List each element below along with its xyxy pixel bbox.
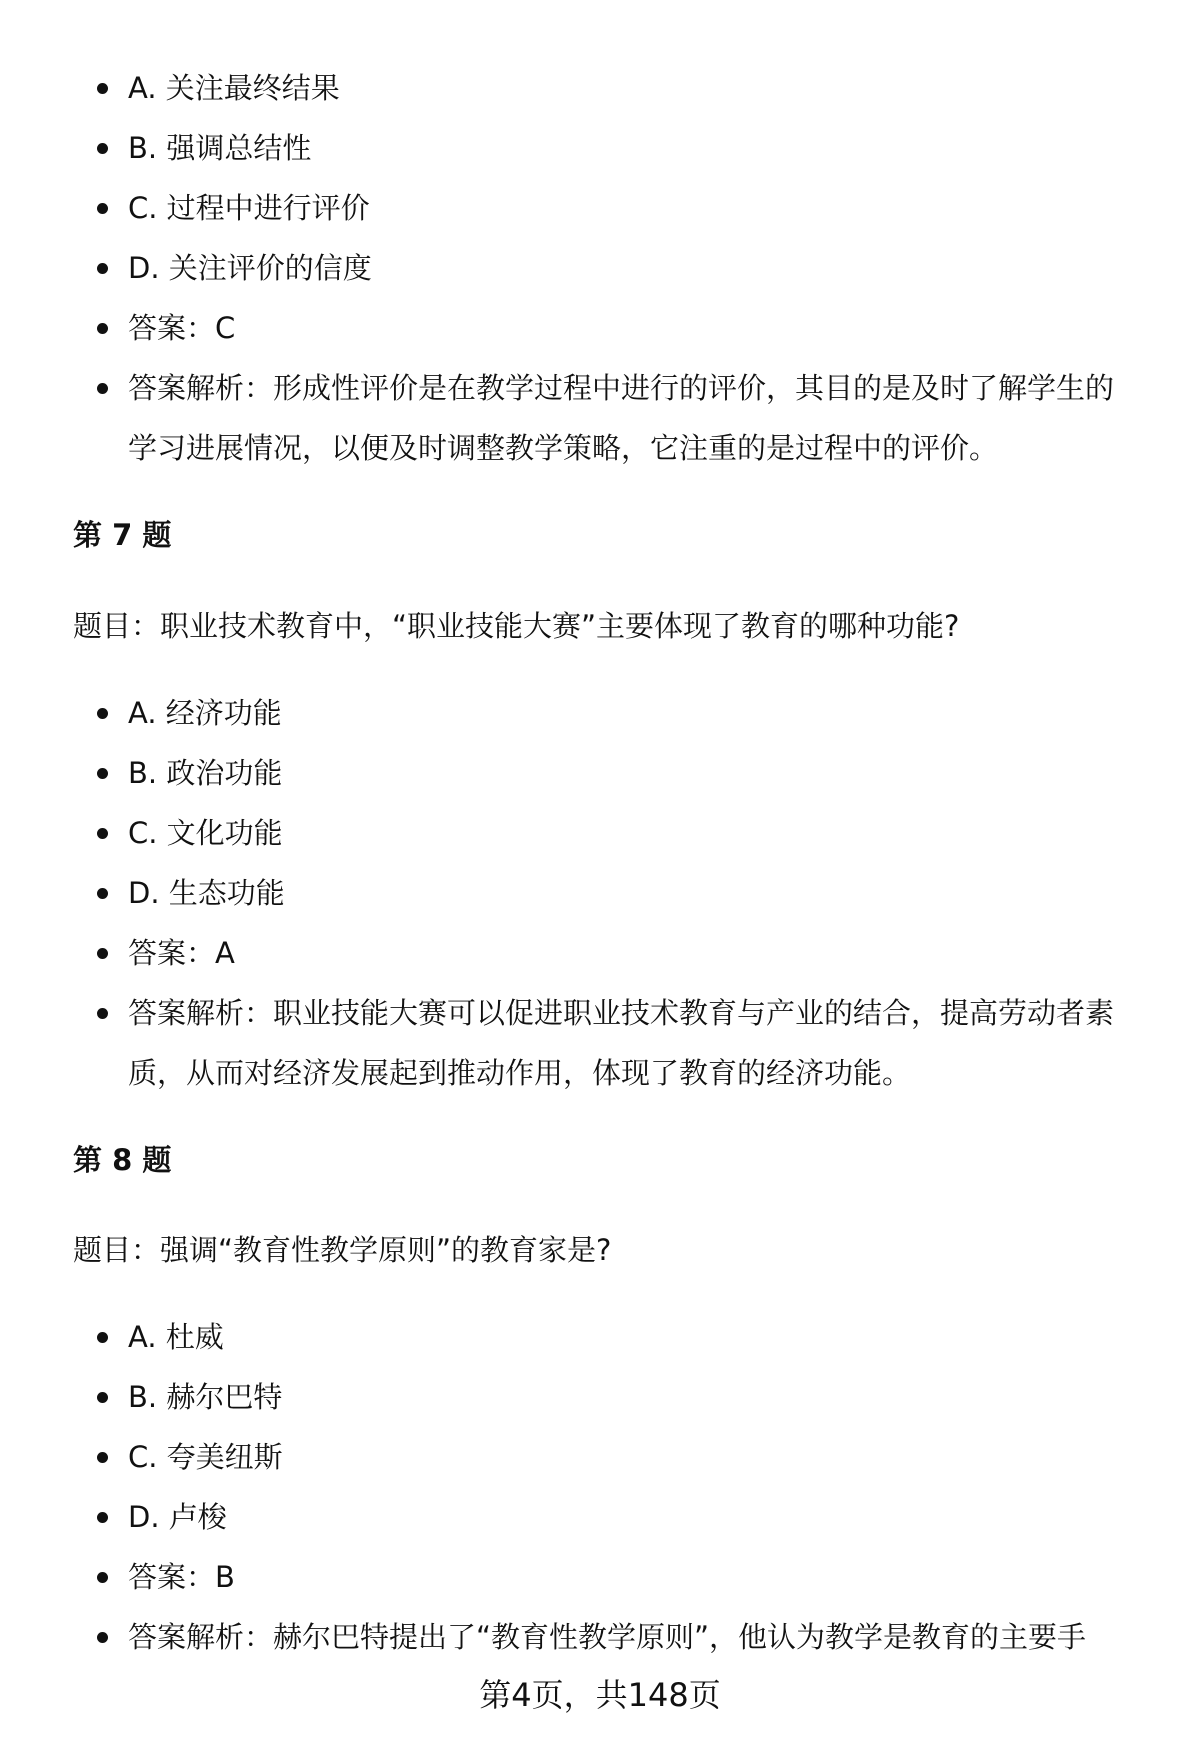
option-list-q8 bbox=[0, 1307, 1200, 1667]
list-item bbox=[0, 358, 1200, 478]
option-text: A. 经济功能 bbox=[128, 696, 282, 730]
bullet-icon bbox=[97, 1332, 108, 1343]
answer-text: 答案：C bbox=[128, 311, 236, 345]
list-item bbox=[0, 1427, 1200, 1487]
option-text: C. 过程中进行评价 bbox=[128, 191, 370, 225]
list-item bbox=[0, 1547, 1200, 1607]
question-heading-7: 第 7 题 bbox=[73, 518, 172, 552]
option-text: C. 夸美纽斯 bbox=[128, 1440, 283, 1474]
bullet-icon bbox=[97, 83, 108, 94]
bullet-icon bbox=[97, 203, 108, 214]
option-text: B. 强调总结性 bbox=[128, 131, 312, 165]
option-text: B. 赫尔巴特 bbox=[128, 1380, 283, 1414]
bullet-icon bbox=[97, 708, 108, 719]
bullet-icon bbox=[97, 1632, 108, 1643]
list-item bbox=[0, 1367, 1200, 1427]
bullet-icon bbox=[97, 828, 108, 839]
list-item bbox=[0, 58, 1200, 118]
list-item bbox=[0, 863, 1200, 923]
option-text: C. 文化功能 bbox=[128, 816, 283, 850]
bullet-icon bbox=[97, 768, 108, 779]
list-item bbox=[0, 923, 1200, 983]
page-number-footer: 第4页，共148页 bbox=[479, 1676, 721, 1714]
bullet-icon bbox=[97, 1452, 108, 1463]
bullet-icon bbox=[97, 1572, 108, 1583]
list-item bbox=[0, 238, 1200, 298]
bullet-icon bbox=[97, 143, 108, 154]
bullet-icon bbox=[97, 888, 108, 899]
list-item bbox=[0, 1487, 1200, 1547]
list-item bbox=[0, 983, 1200, 1103]
option-text: B. 政治功能 bbox=[128, 756, 283, 790]
option-text: D. 生态功能 bbox=[128, 876, 285, 910]
option-text: A. 杜威 bbox=[128, 1320, 224, 1354]
list-item bbox=[0, 683, 1200, 743]
list-item bbox=[0, 1607, 1200, 1667]
bullet-icon bbox=[97, 1008, 108, 1019]
answer-text: 答案：B bbox=[128, 1560, 235, 1594]
list-item bbox=[0, 298, 1200, 358]
question-text-8: 题目：强调“教育性教学原则”的教育家是? bbox=[73, 1233, 612, 1267]
question-heading-8: 第 8 题 bbox=[73, 1143, 172, 1177]
bullet-icon bbox=[97, 1392, 108, 1403]
bullet-icon bbox=[97, 263, 108, 274]
option-text: D. 关注评价的信度 bbox=[128, 251, 372, 285]
explanation-text: 答案解析：形成性评价是在教学过程中进行的评价，其目的是及时了解学生的学习进展情况，以便及时调整教学策略，它注重的是过程中的评价。 bbox=[128, 371, 1115, 465]
list-item bbox=[0, 803, 1200, 863]
list-item bbox=[0, 743, 1200, 803]
option-text: D. 卢梭 bbox=[128, 1500, 227, 1534]
bullet-icon bbox=[97, 948, 108, 959]
list-item bbox=[0, 1307, 1200, 1367]
option-list-q7 bbox=[0, 683, 1200, 1103]
explanation-text: 答案解析：赫尔巴特提出了“教育性教学原则”，他认为教学是教育的主要手 bbox=[128, 1620, 1087, 1654]
answer-text: 答案：A bbox=[128, 936, 235, 970]
list-item bbox=[0, 178, 1200, 238]
list-item bbox=[0, 118, 1200, 178]
bullet-icon bbox=[97, 1512, 108, 1523]
bullet-icon bbox=[97, 323, 108, 334]
option-list-q6 bbox=[0, 58, 1200, 478]
question-text-7: 题目：职业技术教育中，“职业技能大赛”主要体现了教育的哪种功能? bbox=[73, 609, 960, 643]
option-text: A. 关注最终结果 bbox=[128, 71, 340, 105]
explanation-text: 答案解析：职业技能大赛可以促进职业技术教育与产业的结合，提高劳动者素质，从而对经济发展起到推动作用，体现了教育的经济功能。 bbox=[128, 996, 1115, 1090]
bullet-icon bbox=[97, 383, 108, 394]
